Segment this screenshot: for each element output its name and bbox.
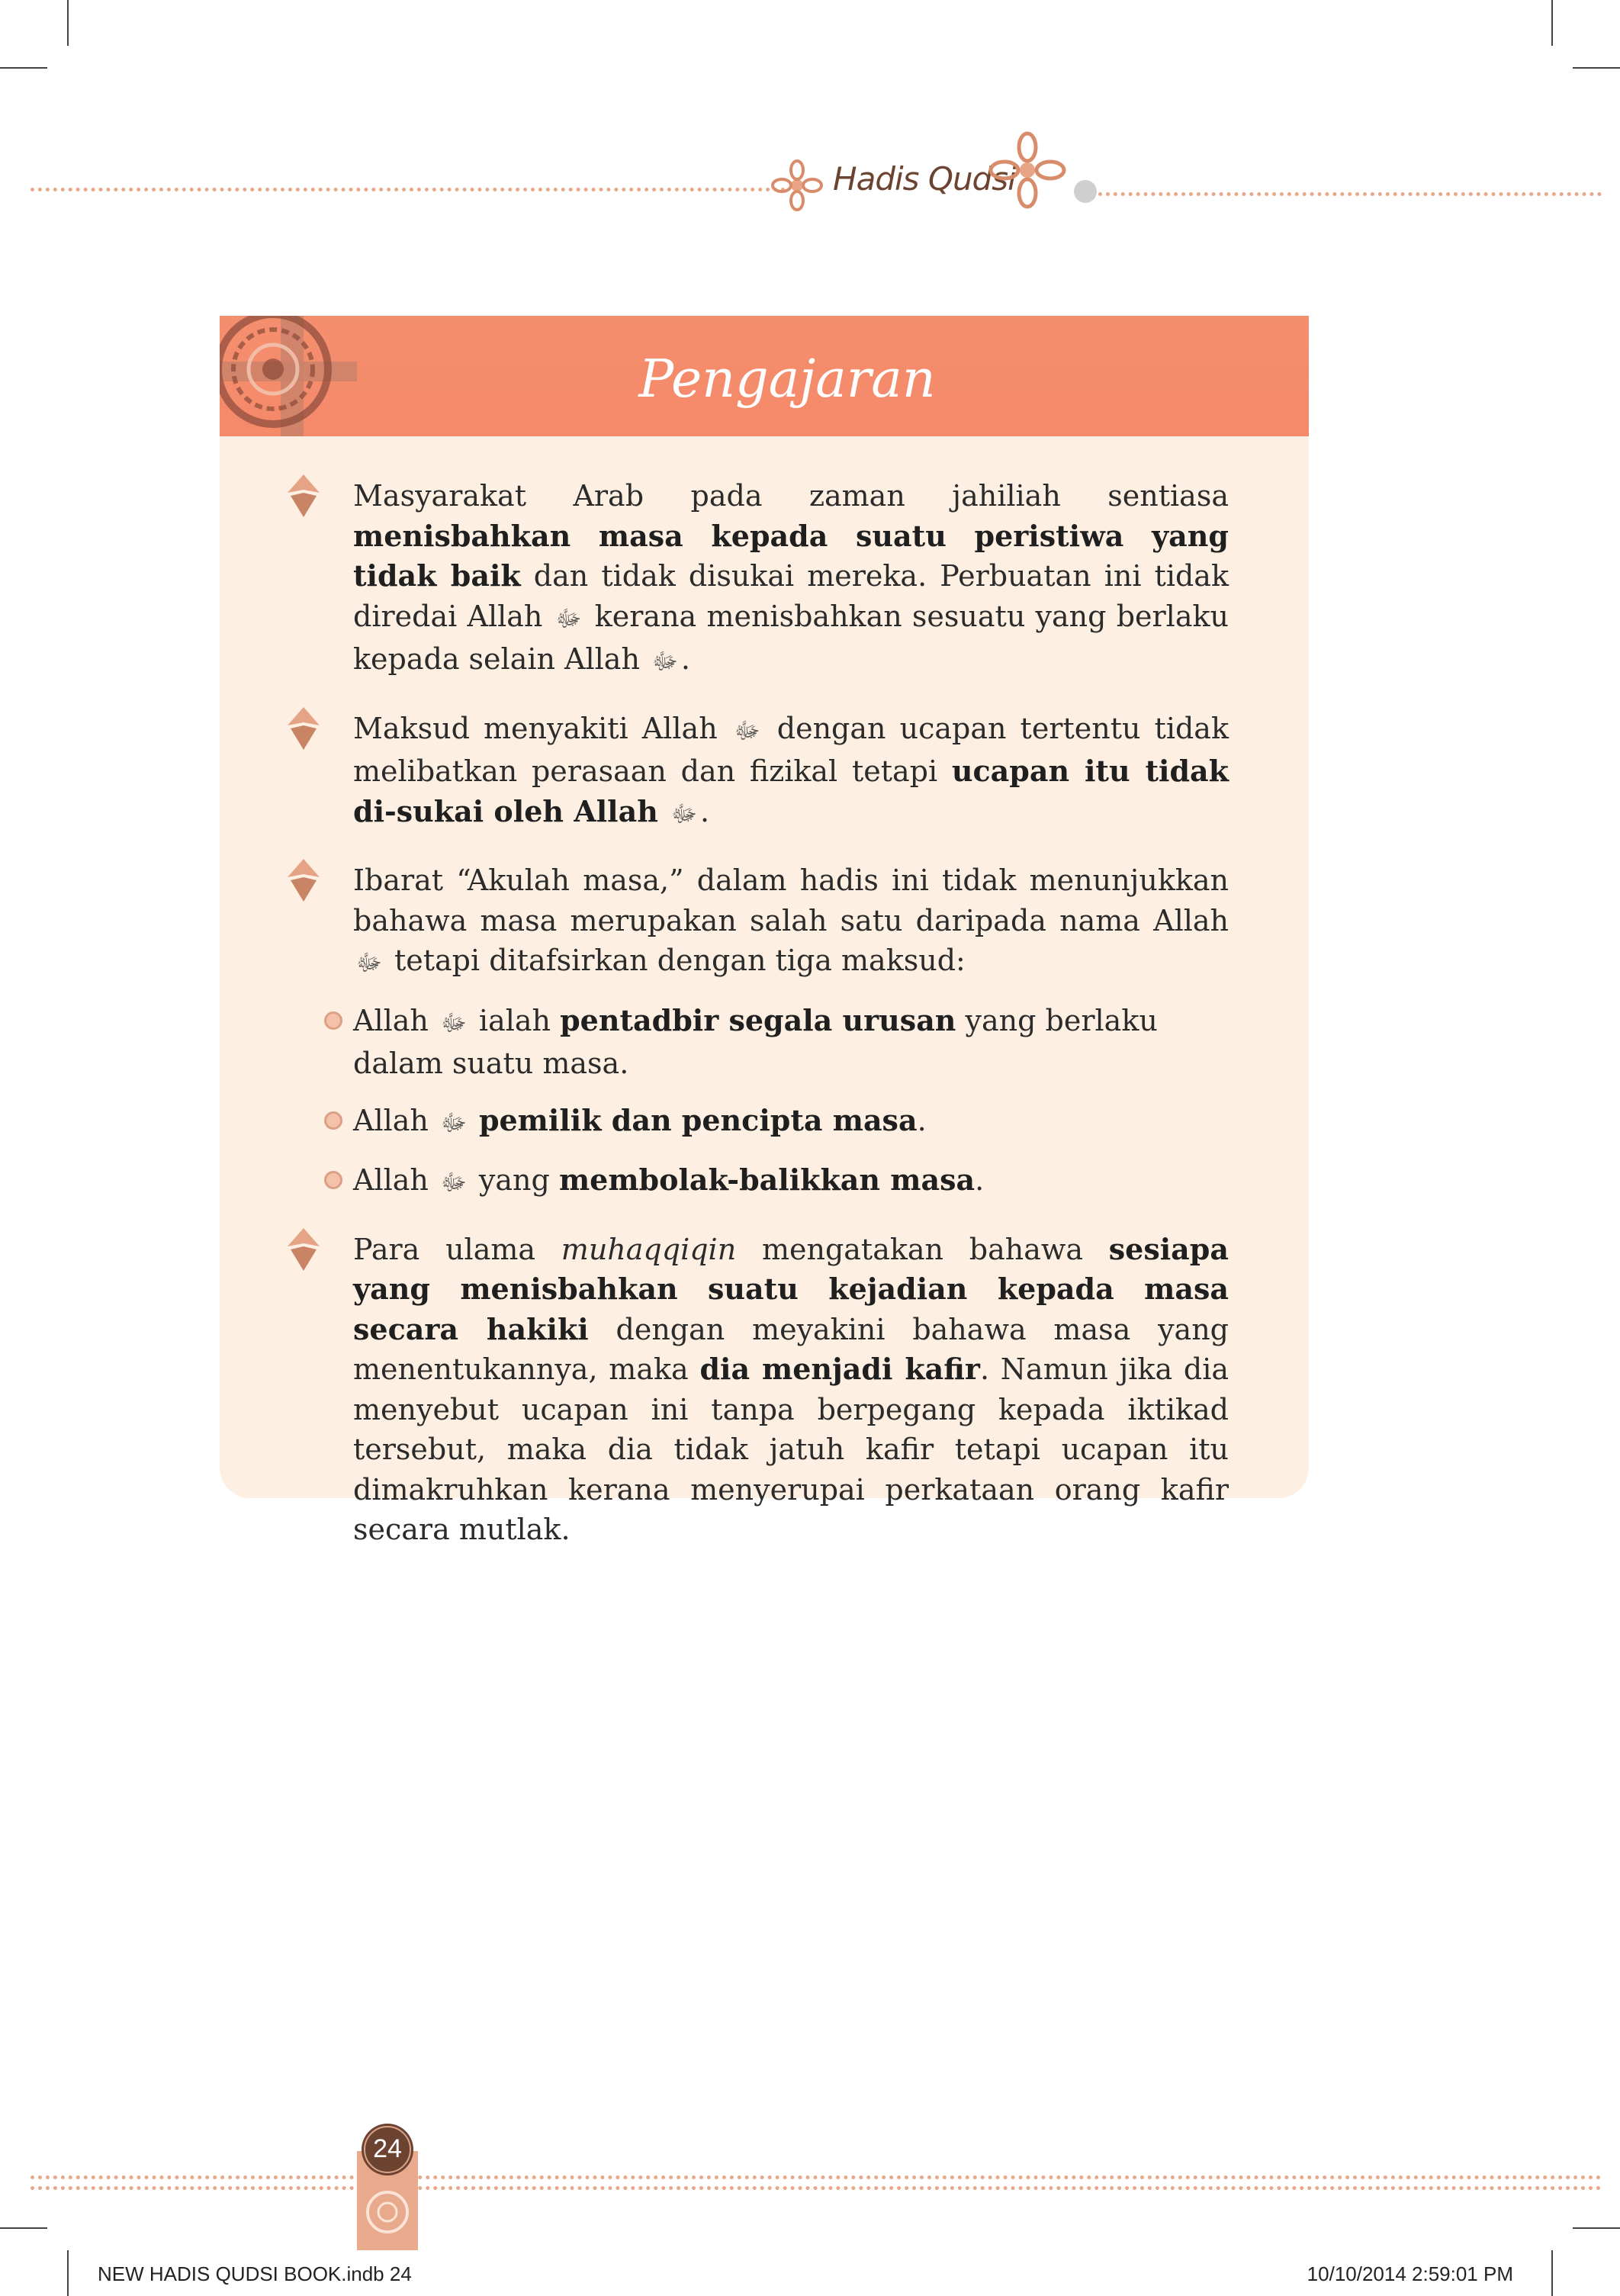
lesson-content [353, 476, 1229, 1576]
honorific-glyph: ﷻ [671, 800, 697, 828]
honorific-glyph: ﷻ [440, 1009, 467, 1037]
footer-file-name: NEW HADIS QUDSI BOOK.indb 24 [98, 2262, 412, 2285]
lesson-point: Maksud menyakiti Allah ﷻ dengan ucapan tertentu tidak melibatkan perasaan dan fizikal tetapi ucapan itu tidak di-sukai oleh Allah ﷻ . [353, 709, 1229, 835]
crop-mark [1551, 2250, 1553, 2296]
flower-ornament-icon [985, 128, 1069, 212]
flower-ornament-icon [770, 159, 824, 212]
honorific-glyph: ﷻ [440, 1169, 467, 1196]
footer-dotted-rule [31, 2186, 1602, 2190]
crop-mark [0, 67, 47, 69]
honorific-glyph: ﷻ [440, 1109, 467, 1137]
header-dotted-rule-left [31, 188, 786, 191]
lesson-panel [220, 316, 1309, 1546]
diamond-bullet-icon [284, 473, 323, 519]
honorific-glyph: ﷻ [356, 950, 382, 976]
page-number-tab [349, 2121, 426, 2250]
footer-dotted-rule [31, 2175, 1602, 2179]
running-title: Hadis Qudsi [833, 160, 1016, 198]
diamond-bullet-icon [284, 857, 323, 903]
crop-mark [0, 2227, 47, 2229]
footer-timestamp: 10/10/2014 2:59:01 PM [1307, 2262, 1513, 2285]
honorific-glyph: ﷻ [734, 717, 760, 744]
crop-mark [1573, 2227, 1620, 2229]
crop-mark [1573, 67, 1620, 69]
running-header [770, 145, 1091, 229]
sub-point: Allah ﷻ ialah pentadbir segala urusan yang berlaku dalam suatu masa. [353, 1001, 1229, 1084]
panel-header [220, 316, 1309, 436]
header-dotted-rule-right [1098, 192, 1602, 196]
honorific-glyph: ﷻ [555, 605, 582, 632]
lesson-point: Masyarakat Arab pada zaman jahiliah sentiasa menisbahkan masa kepada suatu peristiwa yang tidak baik dan tidak disukai mereka. Perbuatan ini tidak diredai Allah ﷻ kerana menisbahkan sesuatu yang berlaku kepada selain Allah ﷻ . [353, 476, 1229, 683]
diamond-bullet-icon [284, 706, 323, 751]
page-number: 24 [373, 2134, 402, 2163]
crop-mark [67, 0, 69, 46]
honorific-glyph: ﷻ [652, 648, 678, 675]
crop-mark [67, 2250, 69, 2296]
sub-point: Allah ﷻ pemilik dan pencipta masa. [353, 1101, 1229, 1144]
lesson-point: Para ulama muhaqqiqin mengatakan bahawa sesiapa yang menisbahkan suatu kejadian kepada masa secara hakiki dengan meyakini bahawa masa yang menentukannya, maka dia menjadi kafir. Namun jika dia menyebut ucapan ini tanpa berpegang kepada iktikad tersebut, maka dia tidak jatuh kafir tetapi ucapan itu dimakruhkan kerana menyerupai perkataan orang kafir secara mutlak. [353, 1230, 1229, 1550]
circle-bullet-icon [324, 1171, 342, 1189]
diamond-bullet-icon [284, 1227, 323, 1272]
lesson-point: Ibarat “Akulah masa,” dalam hadis ini tidak menunjukkan bahawa masa merupakan salah satu daripada nama Allah ﷻ tetapi ditafsirkan dengan tiga maksud: [353, 860, 1229, 984]
sub-point: Allah ﷻ yang membolak-balikkan masa. [353, 1160, 1229, 1204]
crop-mark [1551, 0, 1553, 46]
section-heading: Pengajaran [638, 349, 936, 410]
circle-bullet-icon [324, 1111, 342, 1130]
grey-dot-icon [1074, 180, 1097, 203]
circle-bullet-icon [324, 1011, 342, 1030]
